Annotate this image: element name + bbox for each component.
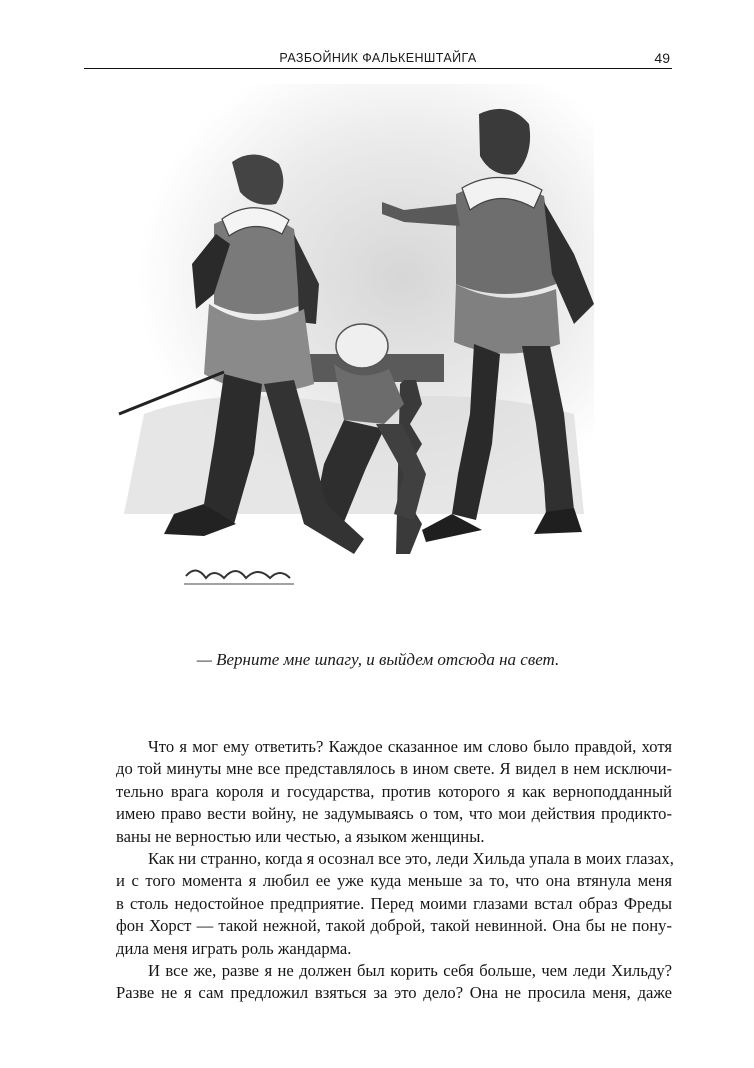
illustration-caption: — Верните мне шпагу, и выйдем отсюда на свет. bbox=[196, 650, 560, 669]
page-number: 49 bbox=[654, 50, 670, 66]
body-text bbox=[84, 736, 672, 1005]
text-line: и с того момента я любил ее уже куда меньше за то, что она втянула меня bbox=[116, 871, 672, 891]
text-line: тельно врага короля и государства, против которого я как верноподданный bbox=[116, 781, 672, 801]
text-line: ваны не верностью или честью, а языком женщины. bbox=[116, 826, 485, 846]
text-line: до той минуты мне все представлялось в ином свете. Я видел в нем исключи- bbox=[116, 759, 672, 779]
running-header bbox=[84, 50, 672, 69]
text-line: дила меня играть роль жандарма. bbox=[116, 938, 352, 958]
text-line: Как ни странно, когда я осознал все это, леди Хильда упала в моих глазах, bbox=[148, 849, 674, 869]
text-line: в столь недостойное предприятие. Перед моими глазами встал образ Фреды bbox=[116, 893, 672, 913]
duel-scene-illustration bbox=[104, 84, 624, 624]
text-line: И все же, разве я не должен был корить себя больше, чем леди Хильду? bbox=[148, 961, 672, 981]
text-line: фон Хорст — такой нежной, такой доброй, такой невинной. Она бы не пону- bbox=[116, 916, 672, 936]
paragraph-2 bbox=[84, 848, 672, 960]
text-line: имею право вести войну, не задумываясь о том, что мои действия продикто- bbox=[116, 804, 672, 824]
text-line: Разве не я сам предложил взяться за это дело? Она не просила меня, даже bbox=[116, 983, 672, 1003]
running-title: РАЗБОЙНИК ФАЛЬКЕНШТАЙГА bbox=[279, 51, 477, 65]
paragraph-3 bbox=[84, 960, 672, 1005]
illustration-drawing bbox=[104, 84, 624, 624]
paragraph-1 bbox=[84, 736, 672, 848]
text-line: Что я мог ему ответить? Каждое сказанное им слово было правдой, хотя bbox=[148, 737, 672, 756]
